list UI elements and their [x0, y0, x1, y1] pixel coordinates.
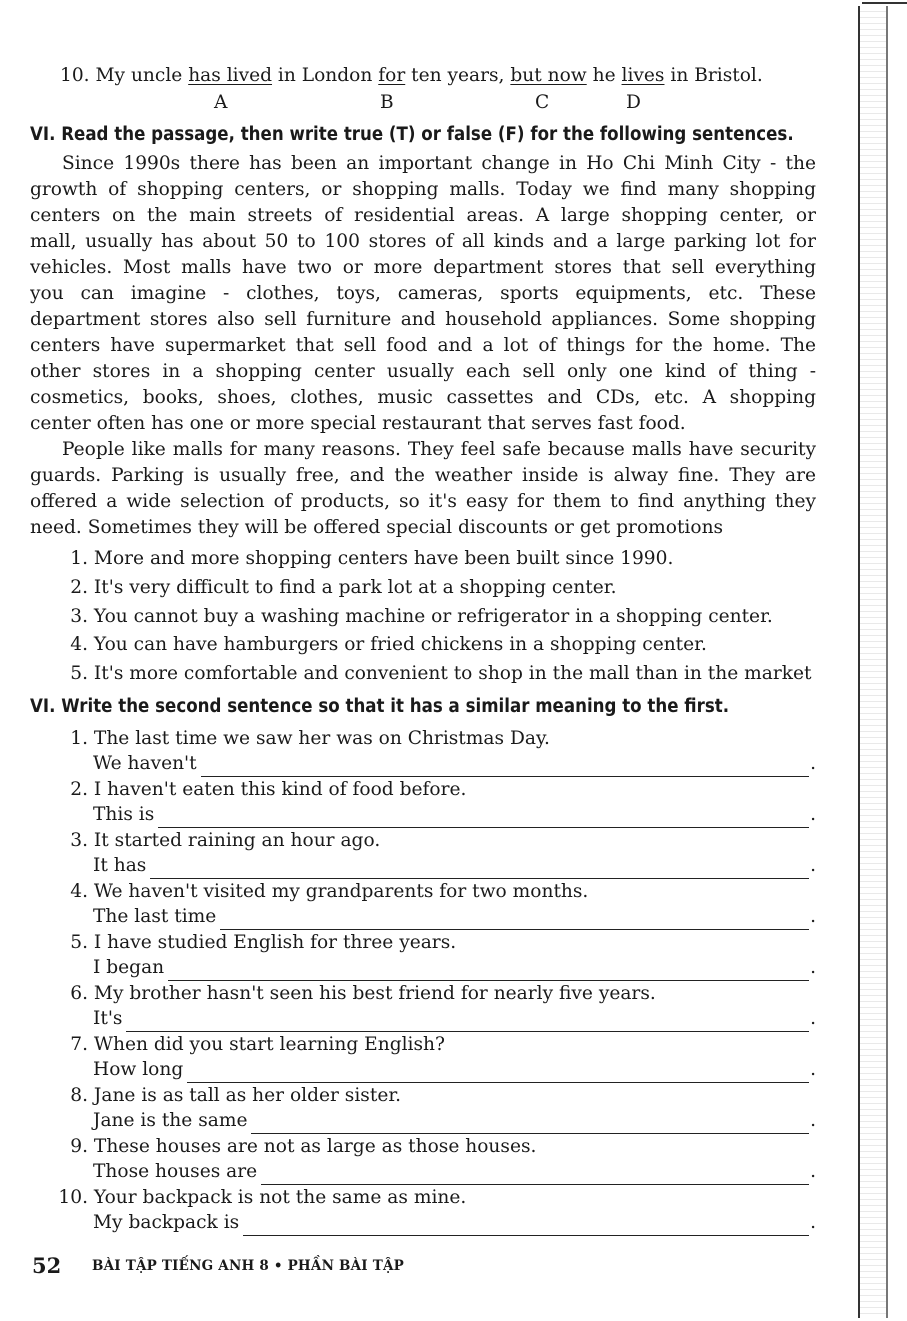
- passage-line: cosmetics, books, shoes, clothes, music cassettes and CDs, etc. A shopping: [30, 387, 816, 408]
- tf-item-text: It's more comfortable and convenient to shop in the mall than in the market: [93, 663, 812, 684]
- rewrite-item-8: [56, 1083, 816, 1134]
- passage-line: Since 1990s there has been an important change in Ho Chi Minh City - the: [62, 153, 816, 174]
- rewrite-item-number: 5.: [70, 932, 88, 953]
- answer-blank[interactable]: [251, 1115, 809, 1134]
- rewrite-question: These houses are not as large as those houses.: [93, 1136, 537, 1157]
- page-number: 52: [32, 1253, 62, 1278]
- period-mark: .: [810, 1212, 816, 1233]
- answer-blank[interactable]: [187, 1064, 809, 1083]
- rewrite-stem: This is: [93, 804, 155, 825]
- tf-item-text: It's very difficult to find a park lot at a shopping center.: [93, 577, 617, 598]
- rewrite-stem: We haven't: [93, 753, 197, 774]
- q10-option-b: for: [378, 65, 406, 86]
- rewrite-stem: My backpack is: [93, 1212, 240, 1233]
- answer-blank[interactable]: [243, 1217, 809, 1236]
- q10-letter-a: A: [214, 92, 228, 113]
- right-border-top: [862, 2, 907, 4]
- rewrite-item-number: 4.: [70, 881, 88, 902]
- rewrite-stem: Jane is the same: [93, 1110, 248, 1131]
- rewrite-item-number: 10.: [58, 1187, 88, 1208]
- section-tf-heading: VI. Read the passage, then write true (T) or false (F) for the following sentences.: [30, 124, 794, 145]
- rewrite-question: My brother hasn't seen his best friend for nearly five years.: [93, 983, 656, 1004]
- rewrite-stem: Those houses are: [93, 1161, 258, 1182]
- rewrite-stem: The last time: [93, 906, 217, 927]
- passage-line: mall, usually has about 50 to 100 stores of all kinds and a large parking lot for: [30, 231, 816, 252]
- tf-item-number: 1.: [70, 548, 88, 569]
- tf-item-number: 4.: [70, 634, 88, 655]
- period-mark: .: [810, 804, 816, 825]
- tf-item-text: You can have hamburgers or fried chickens in a shopping center.: [93, 634, 707, 655]
- tf-item-5: [56, 663, 811, 684]
- q10-sentence: [60, 67, 763, 86]
- q10-text-3: ten years,: [405, 65, 511, 86]
- period-mark: .: [810, 1161, 816, 1182]
- period-mark: .: [810, 1110, 816, 1131]
- q10-option-a: has lived: [188, 65, 273, 86]
- tf-item-text: More and more shopping centers have been built since 1990.: [93, 548, 674, 569]
- rewrite-question: We haven't visited my grandparents for two months.: [93, 881, 589, 902]
- answer-blank[interactable]: [158, 809, 809, 828]
- tf-item-1: [56, 548, 673, 569]
- rewrite-item-5: [56, 930, 816, 981]
- q10-text-1: My uncle: [95, 65, 189, 86]
- q10-text-5: in Bristol.: [664, 65, 763, 86]
- rewrite-item-number: 8.: [70, 1085, 88, 1106]
- passage-line: centers have supermarket that sell food and a lot of things for the home. The: [30, 335, 816, 356]
- rewrite-item-10: [56, 1185, 816, 1236]
- rewrite-item-number: 7.: [70, 1034, 88, 1055]
- tf-item-number: 3.: [70, 606, 88, 627]
- rewrite-question: When did you start learning English?: [93, 1034, 445, 1055]
- period-mark: .: [810, 1059, 816, 1080]
- q10-letter-b: B: [380, 92, 394, 113]
- rewrite-item-number: 6.: [70, 983, 88, 1004]
- q10-text-2: in London: [272, 65, 379, 86]
- rewrite-question: Your backpack is not the same as mine.: [93, 1187, 467, 1208]
- answer-blank[interactable]: [150, 860, 809, 879]
- tf-item-4: [56, 634, 707, 655]
- rewrite-item-9: [56, 1134, 816, 1185]
- tf-item-number: 2.: [70, 577, 88, 598]
- rewrite-item-number: 3.: [70, 830, 88, 851]
- rewrite-item-number: 9.: [70, 1136, 88, 1157]
- rewrite-stem: I began: [93, 957, 165, 978]
- passage-line: department stores also sell furniture and household appliances. Some shopping: [30, 309, 816, 330]
- period-mark: .: [810, 1008, 816, 1029]
- rewrite-question: It started raining an hour ago.: [93, 830, 381, 851]
- passage-line: need. Sometimes they will be offered special discounts or get promotions: [30, 517, 724, 538]
- tf-item-text: You cannot buy a washing machine or refrigerator in a shopping center.: [93, 606, 773, 627]
- rewrite-item-number: 2.: [70, 779, 88, 800]
- passage: [30, 151, 816, 541]
- rewrite-item-number: 1.: [70, 728, 88, 749]
- rewrite-question: I haven't eaten this kind of food before.: [93, 779, 467, 800]
- rewrite-item-3: [56, 828, 816, 879]
- rewrite-item-4: [56, 879, 816, 930]
- passage-line: growth of shopping centers, or shopping malls. Today we find many shopping: [30, 179, 816, 200]
- period-mark: .: [810, 855, 816, 876]
- rewrite-stem: How long: [93, 1059, 184, 1080]
- tf-item-2: [56, 577, 617, 598]
- passage-line: center often has one or more special restaurant that serves fast food.: [30, 413, 686, 434]
- q10-number: 10.: [60, 65, 90, 86]
- section-rewrite-heading: VI. Write the second sentence so that it has a similar meaning to the first.: [30, 696, 730, 717]
- answer-blank[interactable]: [220, 911, 809, 930]
- rewrite-stem: It's: [93, 1008, 123, 1029]
- answer-blank[interactable]: [261, 1166, 809, 1185]
- rewrite-question: Jane is as tall as her older sister.: [93, 1085, 402, 1106]
- period-mark: .: [810, 957, 816, 978]
- q10-option-d: lives: [621, 65, 665, 86]
- passage-line: other stores in a shopping center usually each sell only one kind of thing -: [30, 361, 816, 382]
- book-title: BÀI TẬP TIẾNG ANH 8 • PHẦN BÀI TẬP: [92, 1258, 404, 1274]
- answer-blank[interactable]: [168, 962, 809, 981]
- q10-option-c: but now: [510, 65, 587, 86]
- rewrite-item-2: [56, 777, 816, 828]
- passage-line: you can imagine - clothes, toys, cameras, sports equipments, etc. These: [30, 283, 816, 304]
- q10-text-4: he: [586, 65, 622, 86]
- page-right-border: [858, 6, 888, 1318]
- tf-item-3: [56, 606, 773, 627]
- passage-line: People like malls for many reasons. They feel safe because malls have security: [62, 439, 816, 460]
- answer-blank[interactable]: [126, 1013, 809, 1032]
- passage-line: guards. Parking is usually free, and the weather inside is alway fine. They are: [30, 465, 816, 486]
- period-mark: .: [810, 906, 816, 927]
- q10-letter-d: D: [626, 92, 641, 113]
- passage-line: vehicles. Most malls have two or more department stores that sell everything: [30, 257, 816, 278]
- passage-line: offered a wide selection of products, so it's easy for them to find anything they: [30, 491, 816, 512]
- period-mark: .: [810, 753, 816, 774]
- rewrite-item-6: [56, 981, 816, 1032]
- rewrite-question: I have studied English for three years.: [93, 932, 457, 953]
- answer-blank[interactable]: [201, 758, 809, 777]
- tf-item-number: 5.: [70, 663, 88, 684]
- rewrite-question: The last time we saw her was on Christmas Day.: [93, 728, 550, 749]
- passage-line: centers on the main streets of residential areas. A large shopping center, or: [30, 205, 816, 226]
- q10-letter-c: C: [535, 92, 550, 113]
- rewrite-item-1: [56, 726, 816, 777]
- rewrite-item-7: [56, 1032, 816, 1083]
- rewrite-stem: It has: [93, 855, 147, 876]
